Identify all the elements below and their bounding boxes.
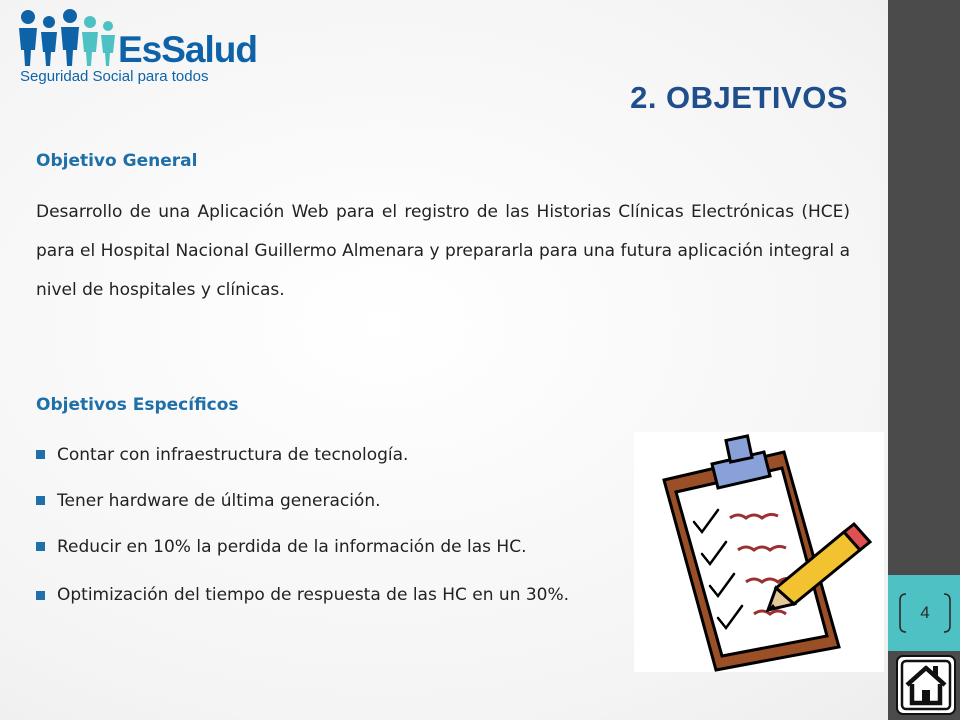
logo-name: EsSalud bbox=[118, 29, 257, 70]
essalud-logo bbox=[10, 8, 257, 90]
home-icon[interactable] bbox=[895, 654, 957, 716]
list-item-text: Tener hardware de última generación. bbox=[57, 491, 381, 511]
bullet-square-icon bbox=[36, 542, 45, 551]
list-item bbox=[36, 438, 606, 472]
list-item bbox=[36, 530, 606, 564]
clipboard-checklist-icon bbox=[634, 432, 884, 672]
list-item-text: Contar con infraestructura de tecnología. bbox=[57, 445, 409, 465]
specific-objectives-heading: Objetivos Específicos bbox=[36, 395, 239, 415]
list-item bbox=[36, 484, 606, 518]
bullet-square-icon bbox=[36, 450, 45, 459]
general-objective-heading: Objetivo General bbox=[36, 151, 198, 171]
logo-tagline: Seguridad Social para todos bbox=[20, 68, 209, 85]
bullet-square-icon bbox=[36, 591, 45, 600]
specific-objectives-list bbox=[36, 438, 606, 627]
list-item bbox=[36, 576, 606, 615]
slide-title: 2. OBJETIVOS bbox=[630, 80, 848, 115]
bullet-square-icon bbox=[36, 496, 45, 505]
list-item-text: Optimización del tiempo de respuesta de las HC en un 30%. bbox=[57, 585, 570, 605]
page-number-box bbox=[898, 592, 952, 634]
page-number: 4 bbox=[920, 603, 930, 622]
general-objective-text: Desarrollo de una Aplicación Web para el registro de las Historias Clínicas Electrónicas (HCE) para el Hospital Nacional Guillermo Almenara y prepararla para una futura aplicación integral a nivel de hospitales y clínicas. bbox=[36, 202, 850, 300]
family-figures-logo bbox=[16, 8, 116, 68]
list-item-text: Reducir en 10% la perdida de la información de las HC. bbox=[57, 537, 527, 557]
